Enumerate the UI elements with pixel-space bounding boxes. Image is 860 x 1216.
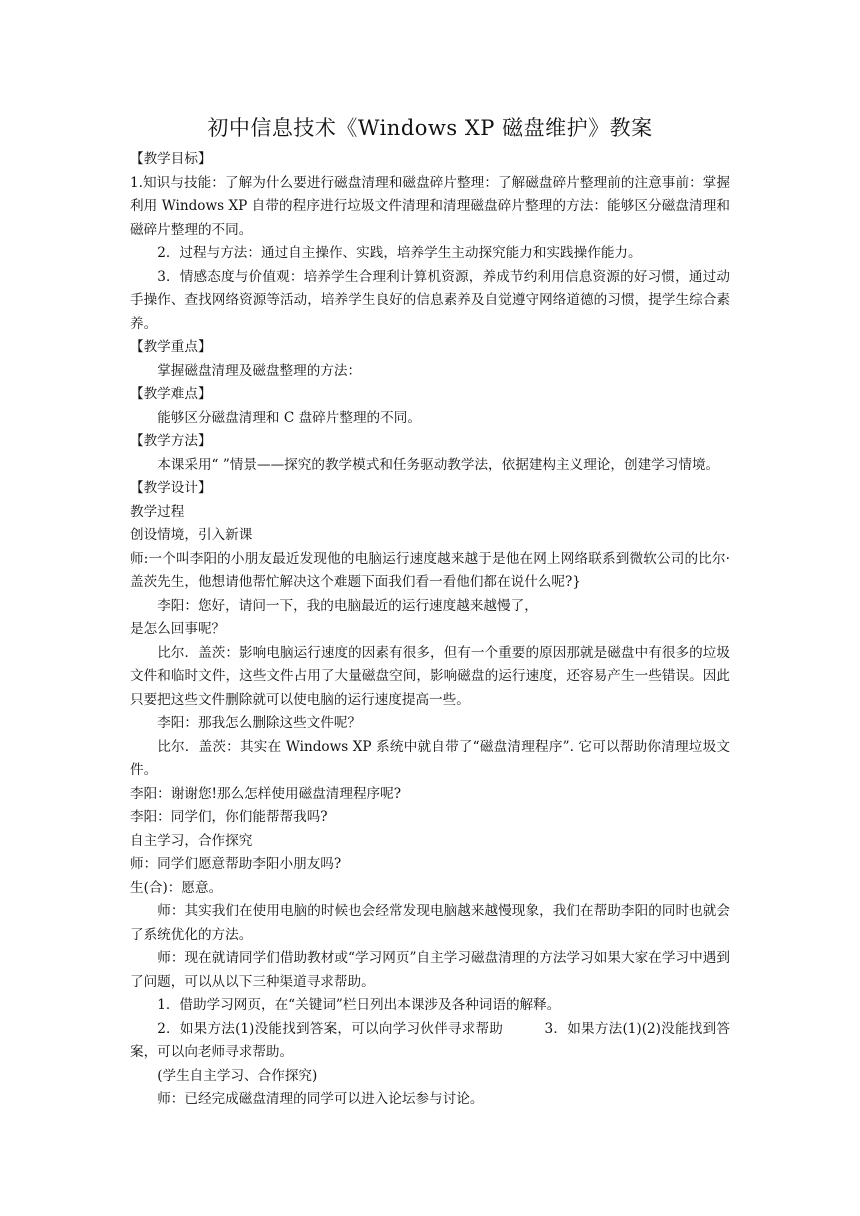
paragraph: 比尔．盖茨：影响电脑运行速度的因素有很多，但有一个重要的原因那就是磁盘中有很多的垃圾文件和临时文件，这些文件占用了大量磁盘空间，影响磁盘的运行速度，还容易产生一些错误。因此只要把这些文件删除就可以使电脑的运行速度提高一些。	[130, 644, 730, 708]
paragraph: 教学过程	[130, 503, 185, 520]
paragraph: 师：现在就请同学们借助教材或“学习网页”自主学习磁盘清理的方法学习如果大家在学习中遇到了问题，可以从以下三种渠道寻求帮助。	[130, 950, 730, 990]
paragraph: 师：已经完成磁盘清理的同学可以进入论坛参与讨论。	[157, 1091, 484, 1107]
paragraph: 自主学习，合作探究	[130, 832, 253, 849]
paragraph: 1．借助学习网页，在“关键词”栏日列出本课涉及各种词语的解释。	[157, 997, 561, 1013]
paragraph: 是怎么回事呢？	[130, 621, 226, 637]
paragraph: 李阳：您好，请问一下，我的电脑最近的运行速度越来越慢了，	[157, 597, 538, 614]
paragraph: 2．如果方法(1)没能找到答案，可以向学习伙伴寻求帮助 3．如果方法(1)(2)没能找到答案，可以向老师寻求帮助。	[130, 1020, 730, 1060]
paragraph: 师：同学们愿意帮助李阳小朋友吗?	[130, 856, 342, 872]
paragraph: 本课采用“ ”情景——探究的教学模式和任务驱动教学法，依据建构主义理论，创建学习情境。	[157, 456, 720, 473]
paragraph: 掌握磁盘清理及磁盘整理的方法：	[157, 362, 362, 379]
paragraph: 比尔．盖茨：其实在 Windows XP 系统中就自带了“磁盘清理程序”. 它可以帮助你清理垃圾文件。	[130, 738, 730, 778]
paragraph: 师:一个叫李阳的小朋友最近发现他的电脑运行速度越来越于是他在网上网络联系到微软公司的比尔·盖茨先生，他想请他帮忙解决这个难题下面我们看一看他们都在说什么呢?}	[130, 550, 730, 590]
document-title: 初中信息技术《Windows XP 磁盘维护》教案	[207, 116, 653, 140]
document-body	[130, 148, 730, 1112]
paragraph: 李阳：那我怎么删除这些文件呢？	[157, 715, 362, 731]
paragraph: 创设情境，引入新课	[130, 527, 253, 543]
paragraph: 1.知识与技能：了解为什么要进行磁盘清理和磁盘碎片整理：了解磁盘碎片整理前的注意事前：掌握利用 Windows XP 自带的程序进行垃圾文件清理和清理磁盘碎片整理的方法：能够区分磁盘清理和磁碎片整理的不同。	[130, 174, 730, 238]
paragraph: 李阳：同学们，你们能帮帮我吗?	[130, 809, 328, 825]
paragraph: (学生自主学习、合作探究)	[157, 1067, 318, 1084]
paragraph: 李阳：谢谢您!那么怎样使用磁盘清理程序呢?	[130, 785, 402, 802]
paragraph: 【教学设计】	[130, 480, 212, 496]
paragraph: 【教学目标】	[130, 151, 212, 167]
paragraph: 师：其实我们在使用电脑的时候也会经常发现电脑越来越慢现象，我们在帮助李阳的同时也就会了系统优化的方法。	[130, 903, 730, 943]
paragraph: 【教学重点】	[130, 339, 212, 355]
paragraph: 【教学方法】	[130, 433, 212, 449]
paragraph: 2．过程与方法：通过自主操作、实践，培养学生主动探究能力和实践操作能力。	[157, 245, 642, 261]
paragraph: 生(合)：愿意。	[130, 879, 223, 896]
paragraph: 能够区分磁盘清理和 C 盘碎片整理的不同。	[157, 409, 421, 426]
paragraph: 【教学难点】	[130, 386, 212, 402]
paragraph: 3．情感态度与价值观：培养学生合理利计算机资源，养成节约利用信息资源的好习惯，通过动手操作、查找网络资源等活动，培养学生良好的信息素养及自觉遵守网络道德的习惯，提学生综合素养。	[130, 268, 730, 332]
